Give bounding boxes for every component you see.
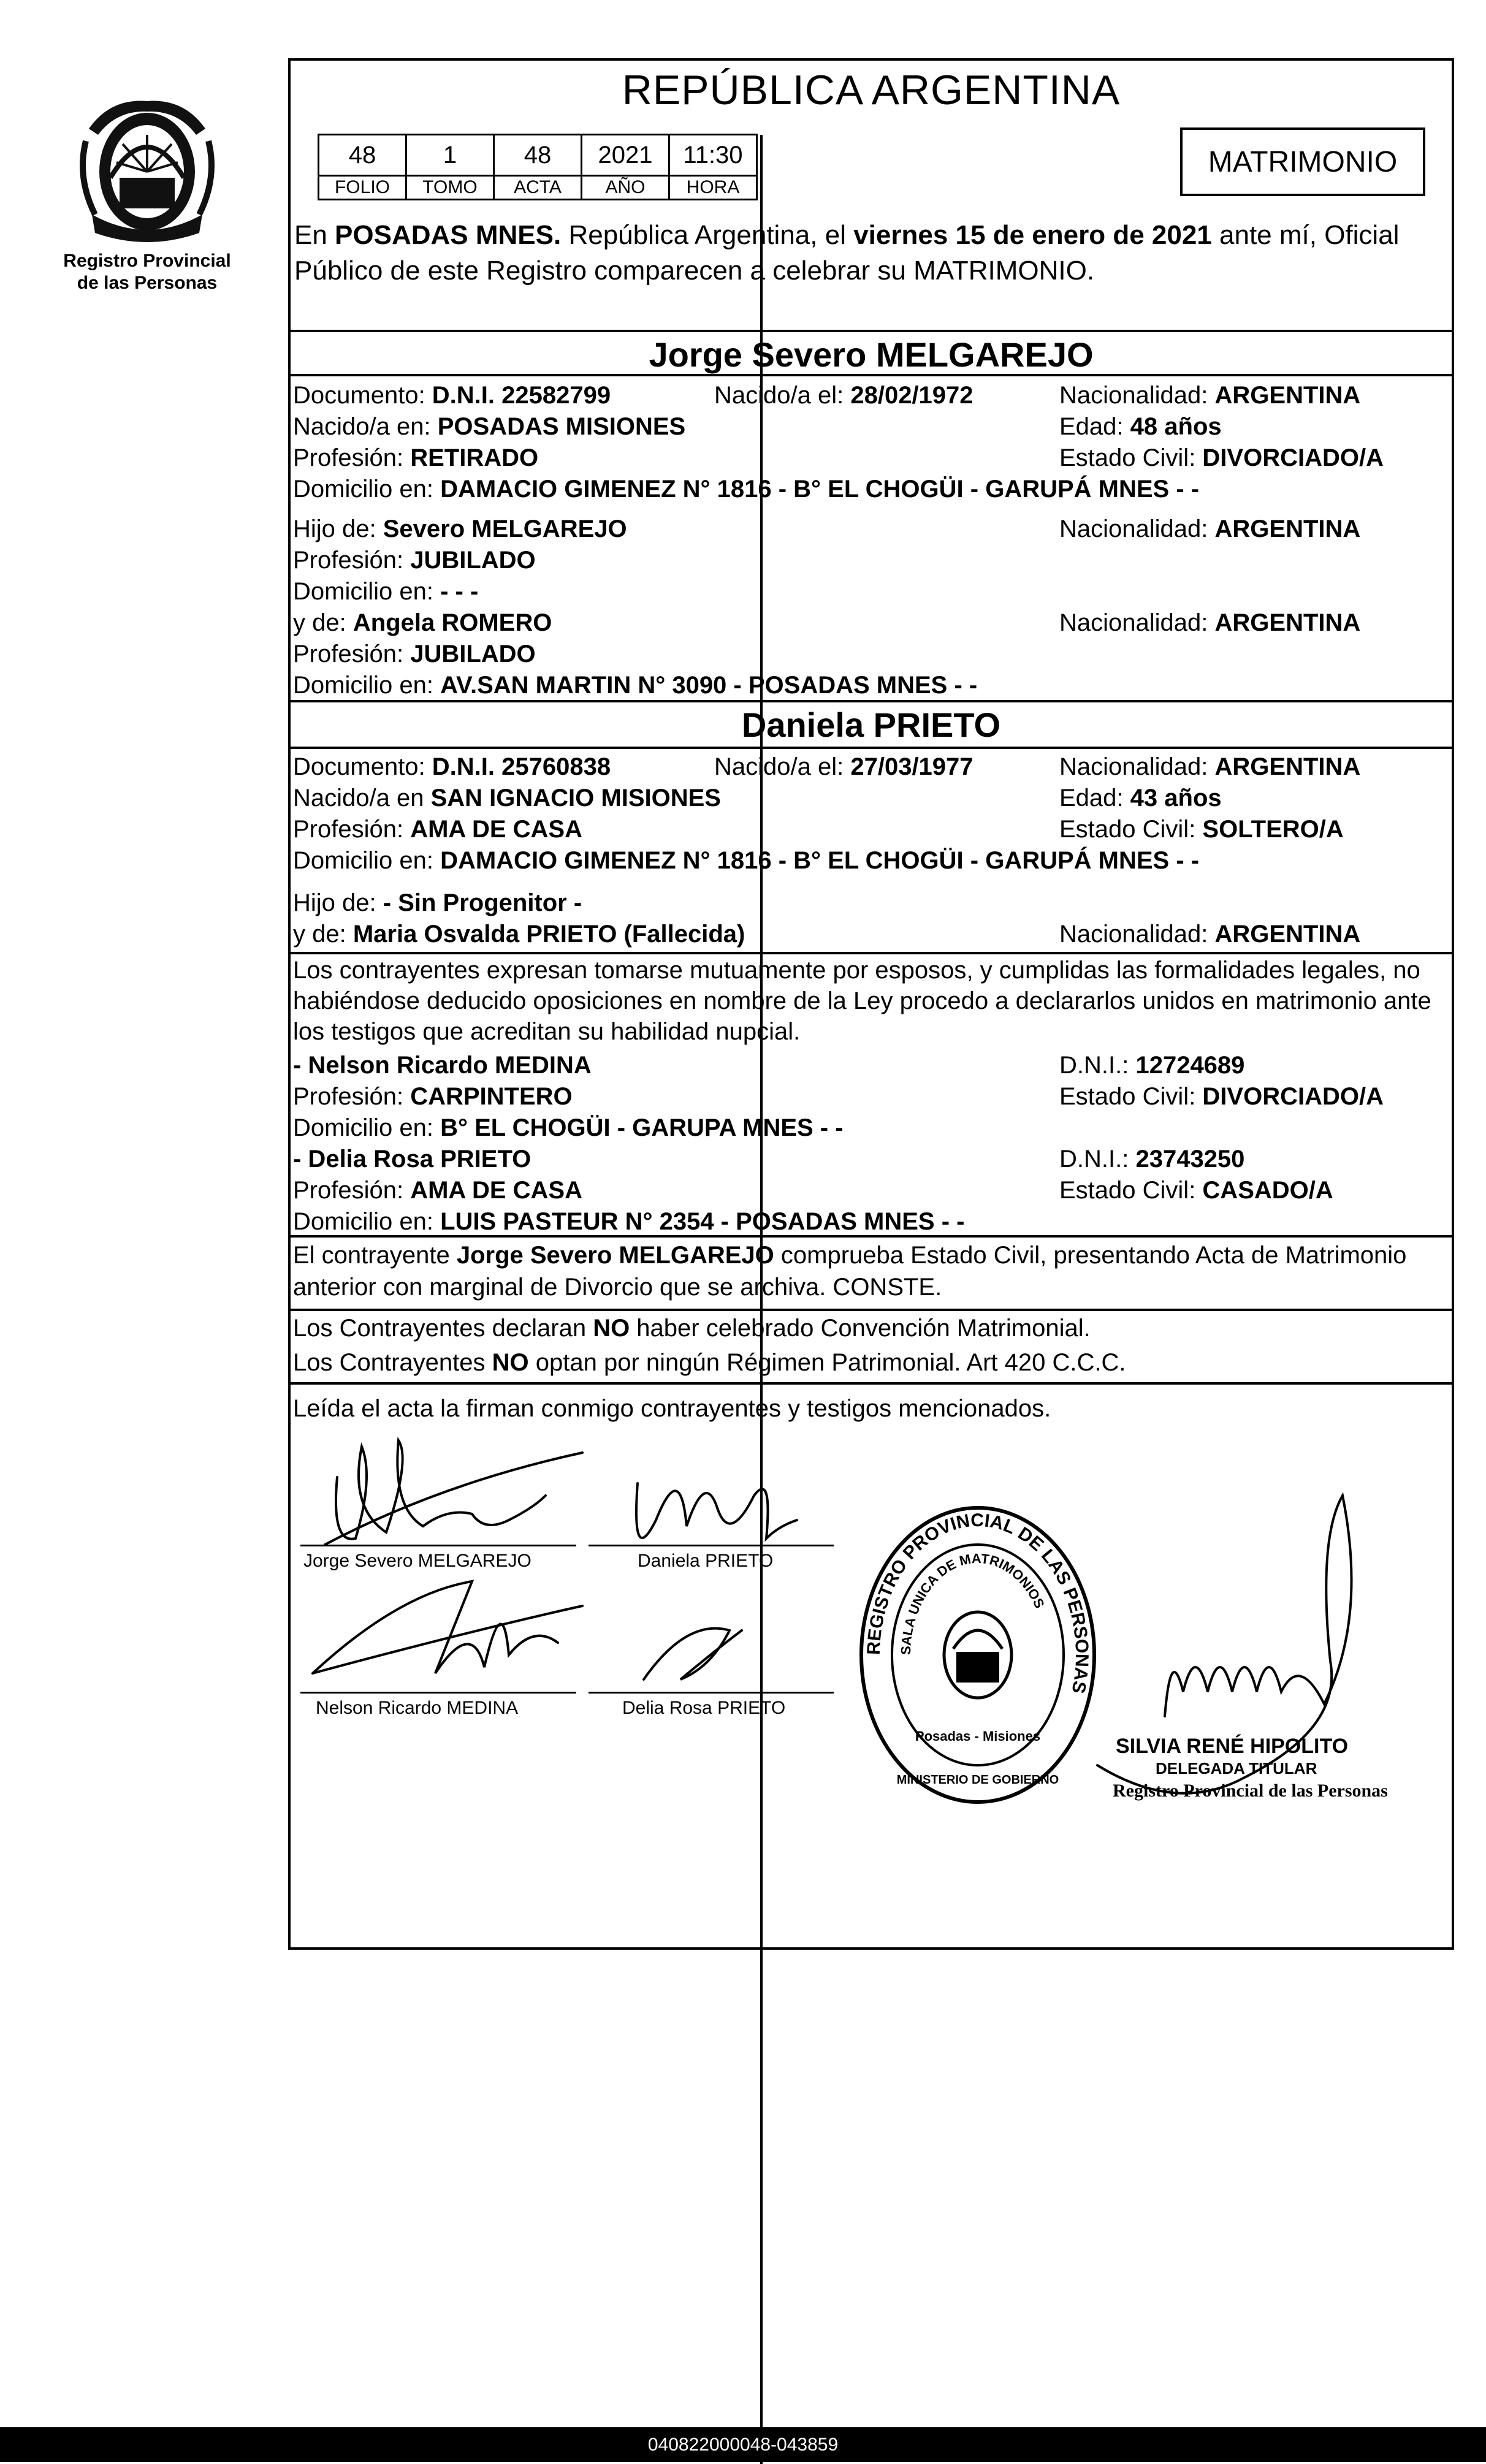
regime-text: haber celebrado Convención Matrimonial.	[630, 1315, 1091, 1342]
field-label: Domicilio en:	[293, 672, 441, 699]
regime-statement	[293, 1347, 1126, 1378]
bride-name-heading: Daniela PRIETO	[741, 705, 1001, 744]
field-label: Documento:	[293, 382, 432, 409]
witness2-name: - Delia Rosa PRIETO	[293, 1146, 532, 1173]
year-label: AÑO	[582, 176, 669, 200]
field-label: Profesión:	[293, 444, 411, 471]
field-label: Estado Civil:	[1059, 1083, 1203, 1110]
divider	[288, 330, 1454, 332]
bride-profession	[293, 814, 582, 845]
field-value: - Sin Progenitor -	[383, 889, 582, 916]
field-value: AV.SAN MARTIN N° 3090 - POSADAS MNES - -	[440, 672, 978, 699]
field-label: Domicilio en:	[293, 476, 441, 503]
groom-mother-profession	[293, 639, 536, 670]
acta-label: ACTA	[494, 176, 582, 200]
groom-mother-nationality	[1059, 607, 1360, 639]
regime-text: optan por ningún Régimen Patrimonial. Art 420 C.C.C.	[528, 1349, 1126, 1376]
field-label: Profesión:	[293, 1083, 411, 1110]
field-value: DAMACIO GIMENEZ N° 1816 - B° EL CHOGÜI - GARUPÁ MNES - -	[440, 476, 1200, 503]
field-value: AMA DE CASA	[410, 1177, 582, 1204]
field-value: D.N.I. 25760838	[432, 753, 611, 780]
folio-value: 48	[319, 135, 406, 176]
field-value: DIVORCIADO/A	[1202, 1083, 1384, 1110]
field-label: Profesión:	[293, 1177, 411, 1204]
year-value: 2021	[582, 135, 669, 176]
note-text: El contrayente	[293, 1242, 457, 1269]
field-value: ARGENTINA	[1214, 609, 1361, 636]
field-label: Domicilio en:	[293, 1208, 441, 1235]
field-value: Severo MELGAREJO	[383, 515, 627, 542]
tomo-label: TOMO	[406, 176, 494, 200]
record-type-badge: MATRIMONIO	[1180, 127, 1425, 196]
registry-caption-line2: de las Personas	[77, 273, 218, 293]
field-value: DIVORCIADO/A	[1202, 444, 1384, 471]
field-label: Domicilio en:	[293, 847, 441, 874]
stamp-ministry-text: MINISTERIO DE GOBIERNO	[896, 1773, 1059, 1787]
field-value: CARPINTERO	[410, 1083, 573, 1110]
divider	[288, 747, 1454, 749]
field-label: Nacionalidad:	[1059, 515, 1215, 542]
official-name: SILVIA RENÉ HIPOLITO	[1116, 1735, 1349, 1758]
intro-text: ante mí, Oficial Público de este Registro comparecen a celebrar su MATRIMONIO.	[294, 220, 1400, 286]
groom-mother-address	[293, 670, 977, 701]
field-value: 28/02/1972	[850, 382, 974, 409]
field-label: Estado Civil:	[1059, 816, 1203, 843]
field-label: Nacionalidad:	[1059, 921, 1215, 948]
witness1-profession	[293, 1081, 573, 1112]
field-value: JUBILADO	[410, 641, 536, 667]
regime-text: Los Contrayentes declaran	[293, 1315, 593, 1342]
groom-name-heading: Jorge Severo MELGAREJO	[649, 335, 1094, 374]
field-label: Nacionalidad:	[1059, 609, 1215, 636]
field-label: D.N.I.:	[1059, 1146, 1136, 1173]
field-value: CASADO/A	[1202, 1177, 1333, 1204]
tomo-value: 1	[406, 135, 494, 176]
witness1-signature	[313, 1581, 558, 1673]
field-value: ARGENTINA	[1214, 515, 1361, 542]
acta-value: 48	[494, 135, 582, 176]
signature-label-witness1: Nelson Ricardo MEDINA	[316, 1698, 519, 1718]
signature-label-witness2: Delia Rosa PRIETO	[622, 1698, 786, 1718]
witness1-address	[293, 1112, 844, 1144]
groom-civil-status	[1059, 443, 1384, 474]
province-crest-icon	[74, 92, 221, 245]
bride-birthdate	[714, 751, 974, 783]
witness2-signature	[644, 1629, 742, 1679]
witness2-dni	[1059, 1144, 1244, 1175]
field-label: Domicilio en:	[293, 1114, 441, 1141]
field-label: Documento:	[293, 753, 432, 780]
bride-father	[293, 888, 582, 919]
field-label: Domicilio en:	[293, 578, 441, 605]
registry-logo	[55, 92, 239, 294]
groom-father-nationality	[1059, 514, 1360, 545]
field-label: Estado Civil:	[1059, 444, 1203, 471]
field-label: Nacido/a en:	[293, 413, 438, 440]
registry-caption-line1: Registro Provincial	[63, 251, 231, 271]
closing-statement: Leída el acta la firman conmigo contrayentes y testigos mencionados.	[293, 1395, 1051, 1422]
field-label: Profesión:	[293, 816, 411, 843]
field-value: 27/03/1977	[850, 753, 974, 780]
bride-nationality	[1059, 751, 1360, 783]
field-value: SOLTERO/A	[1202, 816, 1344, 843]
stamp-outer-text: REGISTRO PROVINCIAL DE LAS PERSONAS	[863, 1510, 1092, 1695]
regime-no: NO	[593, 1315, 630, 1342]
bride-birthplace	[293, 783, 721, 814]
groom-mother	[293, 607, 552, 639]
groom-birthplace	[293, 411, 685, 443]
hour-label: HORA	[669, 176, 757, 200]
divider	[288, 952, 1454, 954]
field-label: Nacido/a el:	[714, 753, 851, 780]
field-value: DAMACIO GIMENEZ N° 1816 - B° EL CHOGÜI - GARUPÁ MNES - -	[440, 847, 1200, 874]
hour-value: 11:30	[669, 135, 757, 176]
bride-address	[293, 845, 1199, 876]
groom-address	[293, 474, 1199, 505]
field-label: y de:	[293, 921, 353, 948]
groom-father-address	[293, 576, 478, 607]
field-value: - - -	[440, 578, 479, 605]
field-label: Edad:	[1059, 413, 1130, 440]
witness1-dni	[1059, 1050, 1244, 1081]
stamp-inner-text: SALA UNICA DE MATRIMONIOS	[897, 1550, 1048, 1656]
groom-document	[293, 380, 611, 411]
folio-label: FOLIO	[319, 176, 406, 200]
official-stamp	[855, 1496, 1100, 1814]
field-value: SAN IGNACIO MISIONES	[430, 785, 721, 812]
groom-father	[293, 514, 627, 545]
stamp-crest-icon	[944, 1612, 1012, 1698]
groom-birthdate	[714, 380, 974, 411]
field-value: JUBILADO	[410, 547, 536, 574]
field-value: 23743250	[1135, 1146, 1245, 1173]
bride-mother	[293, 919, 745, 950]
field-label: y de:	[293, 609, 353, 636]
field-label: Edad:	[1059, 785, 1130, 812]
divider	[288, 1382, 1454, 1385]
stamp-city-text: Posadas - Misiones	[915, 1728, 1041, 1744]
bride-civil-status	[1059, 814, 1344, 845]
groom-nationality	[1059, 380, 1360, 411]
witness2-profession	[293, 1175, 582, 1206]
convention-statement	[293, 1313, 1091, 1344]
intro-text: En	[294, 220, 335, 250]
bride-mother-nationality	[1059, 919, 1360, 950]
field-value: RETIRADO	[410, 444, 539, 471]
field-label: Nacido/a el:	[714, 382, 851, 409]
field-label: Nacido/a en	[293, 785, 431, 812]
declaration-paragraph: Los contrayentes expresan tomarse mutuamente por esposos, y cumplidas las formalidades legales, no habiéndose deducido oposiciones en nombre de la Ley procedo a declararlos unidos en matrimonio ante los testigos que acreditan su habilidad nupcial.	[293, 957, 1431, 1045]
field-value: POSADAS MISIONES	[437, 413, 686, 440]
field-value: LUIS PASTEUR N° 2354 - POSADAS MNES - -	[440, 1208, 965, 1235]
document-barcode-id: 040822000048-043859	[0, 2427, 1486, 2462]
regime-no: NO	[492, 1349, 529, 1376]
intro-date: viernes 15 de enero de 2021	[853, 220, 1212, 250]
regime-text: Los Contrayentes	[293, 1349, 492, 1376]
note-name: Jorge Severo MELGAREJO	[456, 1242, 774, 1269]
field-value: Angela ROMERO	[352, 609, 552, 636]
field-label: Hijo de:	[293, 515, 383, 542]
groom-age	[1059, 411, 1222, 443]
field-value: ARGENTINA	[1214, 753, 1361, 780]
field-value: AMA DE CASA	[410, 816, 582, 843]
field-value: Maria Osvalda PRIETO (Fallecida)	[352, 921, 745, 948]
signature-label-bride: Daniela PRIETO	[638, 1551, 774, 1571]
note-text: comprueba Estado Civil, presentando Acta de Matrimonio anterior con marginal de Divorcio que se archiva. CONSTE.	[293, 1242, 1407, 1301]
official-office: Registro Provincial de las Personas	[1113, 1781, 1388, 1801]
field-value: 48 años	[1130, 413, 1222, 440]
page-title: REPÚBLICA ARGENTINA	[622, 67, 1121, 113]
bride-document	[293, 751, 611, 783]
civil-status-note	[293, 1239, 1450, 1303]
field-label: Nacionalidad:	[1059, 753, 1215, 780]
field-label: Hijo de:	[293, 889, 383, 916]
field-label: D.N.I.:	[1059, 1052, 1136, 1079]
field-value: ARGENTINA	[1214, 921, 1361, 948]
bride-signature	[636, 1483, 797, 1538]
field-value: ARGENTINA	[1214, 382, 1361, 409]
field-value: B° EL CHOGÜI - GARUPA MNES - -	[440, 1114, 844, 1141]
field-label: Nacionalidad:	[1059, 382, 1215, 409]
bride-age	[1059, 783, 1222, 814]
field-value: 12724689	[1135, 1052, 1245, 1079]
intro-place: POSADAS MNES.	[335, 220, 562, 250]
field-label: Profesión:	[293, 547, 411, 574]
witness2-address	[293, 1206, 964, 1238]
field-label: Estado Civil:	[1059, 1177, 1203, 1204]
witness1-name: - Nelson Ricardo MEDINA	[293, 1052, 592, 1079]
witness2-civil-status	[1059, 1175, 1333, 1206]
intro-text: República Argentina, el	[561, 220, 854, 250]
field-value: 43 años	[1130, 785, 1222, 812]
witness1-civil-status	[1059, 1081, 1384, 1112]
intro-paragraph	[294, 218, 1447, 289]
official-role: DELEGADA TITULAR	[1156, 1759, 1317, 1778]
groom-father-profession	[293, 545, 536, 576]
field-label: Profesión:	[293, 641, 411, 667]
groom-profession	[293, 443, 538, 474]
field-value: D.N.I. 22582799	[432, 382, 611, 409]
divider	[288, 1309, 1454, 1311]
registry-table	[318, 134, 758, 200]
signature-label-groom: Jorge Severo MELGAREJO	[303, 1551, 532, 1571]
